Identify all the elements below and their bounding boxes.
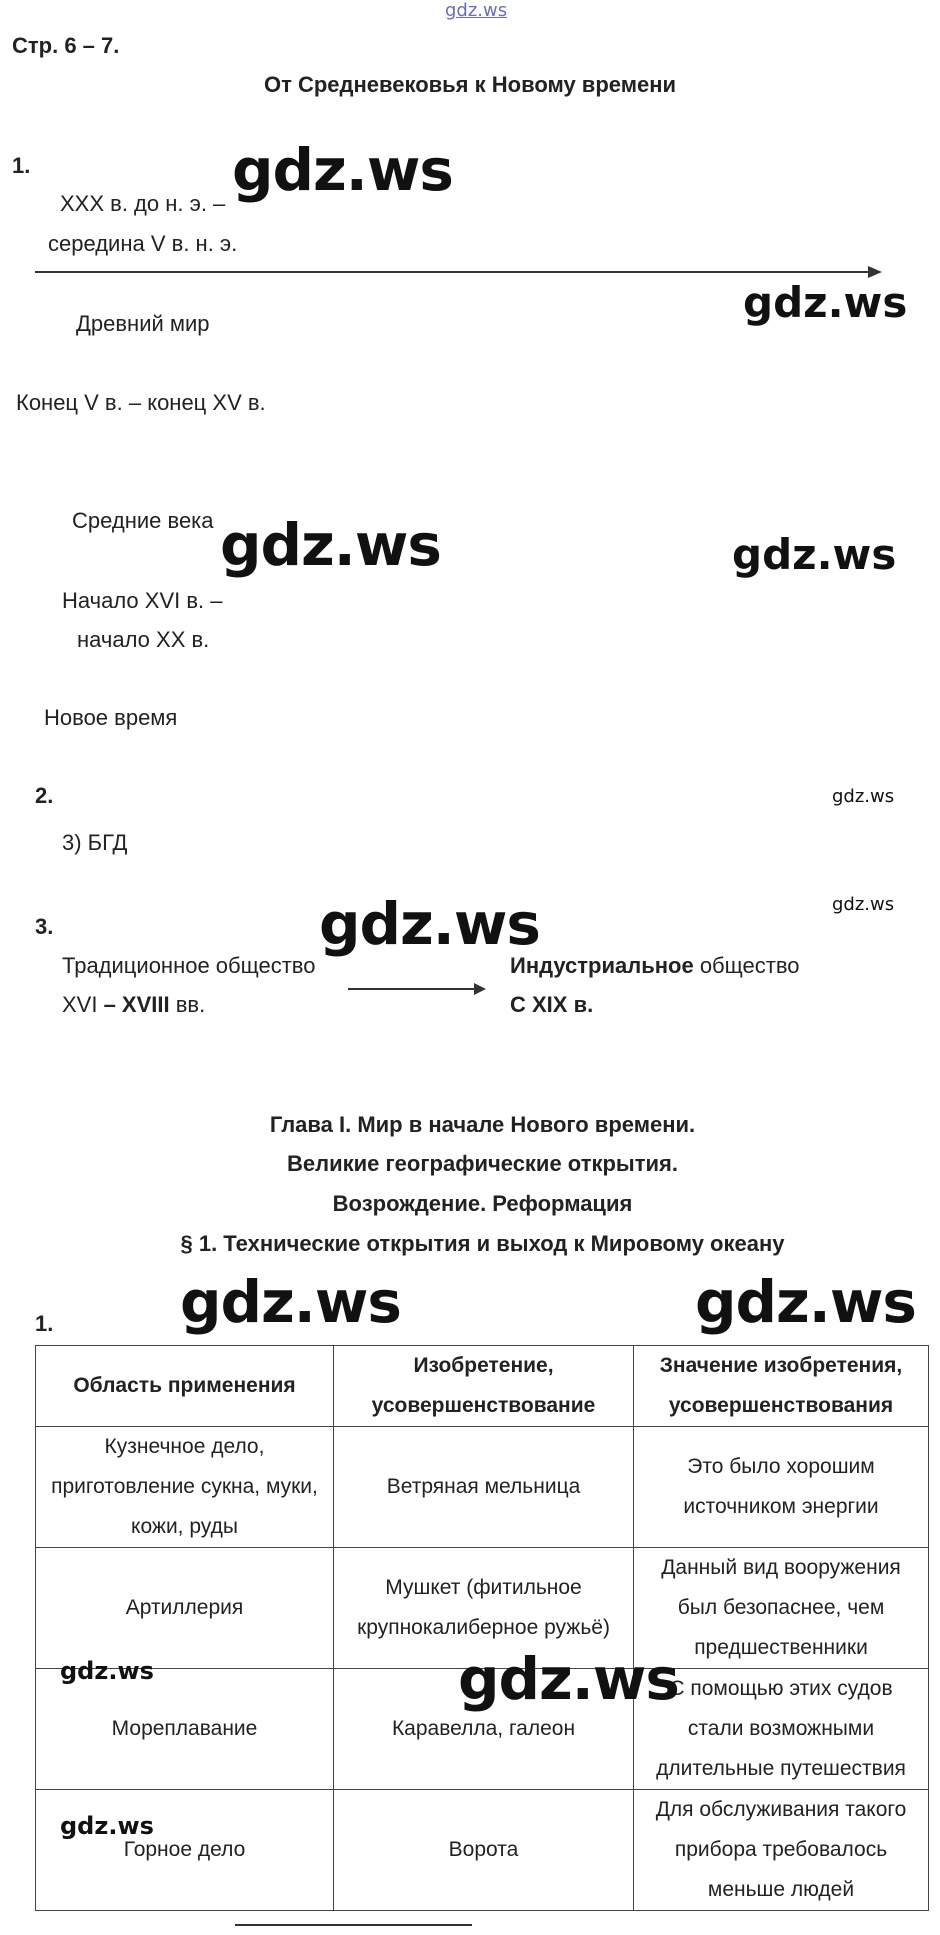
table-row — [36, 1427, 929, 1548]
table-cell: Ворота — [334, 1790, 634, 1911]
table-cell: Кузнечное дело, приготовление сукна, муки, кожи, руды — [36, 1427, 334, 1548]
chapter-subtitle-2: Возрождение. Реформация — [332, 1191, 633, 1216]
traditional-society: Традиционное общество — [62, 953, 316, 978]
table-cell: Мушкет (фитильное крупнокалиберное ружьё) — [334, 1548, 634, 1669]
society-arrow-line — [348, 988, 478, 990]
task-2-number: 2. — [35, 783, 54, 808]
society-word: общество — [693, 953, 800, 978]
table-cell: Для обслуживания такого прибора требовалось меньше людей — [634, 1790, 929, 1911]
chapter-subtitle-1: Великие географические открытия. — [287, 1151, 678, 1176]
header-cell: Изобретение, усовершенствование — [334, 1346, 634, 1427]
period-ancient-start: XXX в. до н. э. – — [60, 191, 226, 216]
watermark: gdz.ws — [180, 1268, 401, 1336]
period-part: XVI — [62, 992, 104, 1017]
period-modern-start: Начало XVI в. – — [62, 588, 223, 613]
timeline-arrow-line — [35, 271, 875, 273]
table-task-number: 1. — [35, 1311, 54, 1336]
industrial-society — [510, 953, 800, 979]
watermark: gdz.ws — [695, 1268, 916, 1336]
header-cell: Область применения — [36, 1346, 334, 1427]
section-title: § 1. Технические открытия и выход к Мировому океану — [180, 1231, 785, 1256]
era-ancient-world: Древний мир — [76, 311, 210, 336]
period-part: вв. — [169, 992, 206, 1017]
watermark: gdz.ws — [319, 890, 540, 958]
period-middle-ages: Конец V в. – конец XV в. — [16, 390, 266, 415]
bottom-rule — [235, 1924, 472, 1926]
chapter-title: Глава I. Мир в начале Нового времени. — [269, 1112, 696, 1137]
watermark: gdz.ws — [60, 1657, 154, 1685]
era-modern-times: Новое время — [44, 705, 178, 730]
table-header-row — [36, 1346, 929, 1427]
table-cell: Данный вид вооружения был безопаснее, чем предшественники — [634, 1548, 929, 1669]
table-cell: Мореплавание — [36, 1669, 334, 1790]
society-arrow-head — [474, 981, 488, 997]
watermark: gdz.ws — [732, 530, 897, 579]
industrial-society-period: С XIX в. — [510, 992, 594, 1017]
table-row — [36, 1790, 929, 1911]
watermark: gdz.ws — [832, 894, 895, 915]
table-cell: Артиллерия — [36, 1548, 334, 1669]
watermark: gdz.ws — [743, 278, 908, 327]
table-cell: С помощью этих судов стали возможными длительные путешествия — [634, 1669, 929, 1790]
watermark: gdz.ws — [220, 511, 441, 579]
table-cell: Каравелла, галеон — [334, 1669, 634, 1790]
era-middle-ages: Средние века — [72, 508, 214, 533]
watermark: gdz.ws — [832, 786, 895, 807]
period-ancient-end: середина V в. н. э. — [48, 231, 238, 256]
header-cell: Значение изобретения, усовершенствования — [634, 1346, 929, 1427]
page-title: От Средневековья к Новому времени — [263, 72, 677, 97]
page-reference: Стр. 6 – 7. — [12, 33, 120, 58]
table-cell: Горное дело — [36, 1790, 334, 1911]
watermark: gdz.ws — [232, 136, 453, 204]
task-2-answer: 3) БГД — [62, 830, 128, 855]
table-cell: Это было хорошим источником энергии — [634, 1427, 929, 1548]
traditional-society-period — [62, 992, 205, 1018]
table-cell: Ветряная мельница — [334, 1427, 634, 1548]
inventions-table — [35, 1345, 929, 1911]
industrial-word: Индустриальное — [510, 953, 694, 978]
task-1-number: 1. — [12, 153, 31, 178]
task-3-number: 3. — [35, 914, 54, 939]
watermark: gdz.ws — [458, 1645, 679, 1713]
period-modern-end: начало XX в. — [77, 627, 210, 652]
period-part-bold: – XVIII — [103, 992, 170, 1017]
watermark: gdz.ws — [60, 1812, 154, 1840]
watermark-top: gdz.ws — [445, 0, 508, 21]
